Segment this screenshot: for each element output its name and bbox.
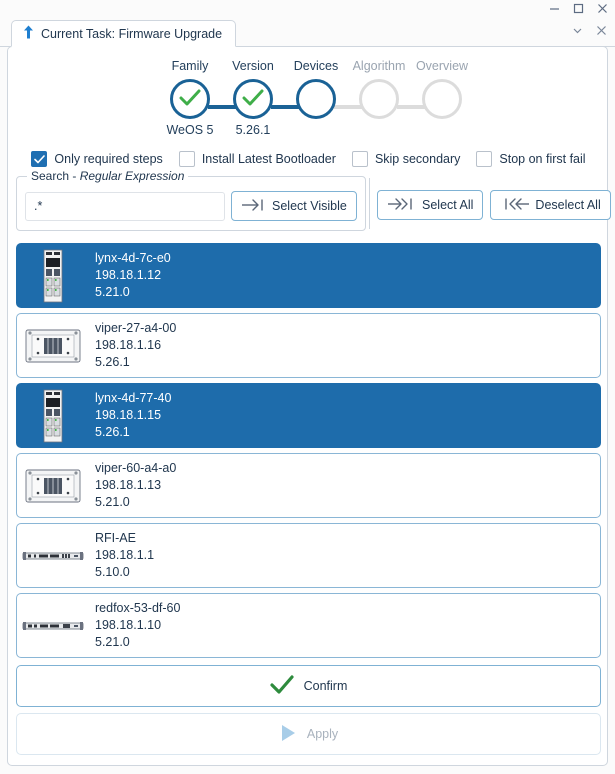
tab-current-task[interactable] [11,20,236,47]
deselect-all-button[interactable] [490,190,610,220]
device-ip: 198.18.1.16 [95,338,162,352]
confirm-label: Confirm [303,679,348,693]
device-version: 5.21.0 [95,285,130,299]
device-info [95,391,171,440]
minimize-icon[interactable] [548,2,561,15]
device-row[interactable] [16,523,601,588]
device-name: redfox-53-df-60 [95,601,181,615]
step-version-circle [233,79,273,119]
device-ip: 198.18.1.15 [95,408,162,422]
search-input[interactable] [25,192,225,221]
checkbox-only-required-steps[interactable] [31,151,162,167]
arrow-double-right-to-bar-icon [387,197,417,214]
arrow-right-to-bar-icon [241,198,267,215]
step-devices-title: Devices [293,59,339,73]
device-info [95,321,176,370]
step-devices-circle [296,79,336,119]
window-titlebar [0,0,615,22]
tab-close-icon[interactable] [595,24,608,37]
checkbox-box [31,151,47,167]
search-legend-prefix: Search - [31,169,80,183]
step-overview-title: Overview [415,59,469,73]
device-name: lynx-4d-77-40 [95,391,172,405]
task-panel [7,46,608,766]
device-thumbnail-rack-unit [17,597,89,655]
device-info [95,601,180,650]
step-algorithm-title: Algorithm [352,59,406,73]
check-icon [179,89,201,110]
device-version: 5.21.0 [95,495,130,509]
window-controls [548,2,609,15]
checkbox-install-latest-bootloader[interactable] [179,151,336,167]
device-row[interactable] [16,453,601,518]
upload-arrow-icon [23,25,34,42]
search-legend-italic: Regular Expression [79,169,185,183]
footer-actions [16,665,601,755]
device-name: lynx-4d-7c-e0 [95,251,171,265]
device-row[interactable] [16,383,601,448]
step-version-title: Version [232,59,274,73]
checkbox-skip-secondary[interactable] [352,151,460,167]
device-info [95,461,176,510]
check-icon [270,675,294,698]
play-icon [279,723,297,746]
device-version: 5.10.0 [95,565,130,579]
device-ip: 198.18.1.13 [95,478,162,492]
device-list[interactable] [16,243,601,656]
select-all-label: Select All [422,198,474,212]
device-version: 5.26.1 [95,425,130,439]
device-row[interactable] [16,243,601,308]
device-row[interactable] [16,313,601,378]
device-thumbnail-din-switch [17,247,89,305]
search-row [25,191,357,221]
step-overview-sub [394,123,490,137]
device-info [95,531,154,580]
search-group-legend [27,169,188,183]
device-name: viper-60-a4-a0 [95,461,177,475]
step-family-circle [170,79,210,119]
arrow-double-left-to-bar-icon [500,197,530,214]
options-row [8,147,609,171]
step-overview[interactable] [394,59,490,137]
select-visible-button[interactable] [231,191,357,221]
close-icon[interactable] [596,2,609,15]
tab-label: Current Task: Firmware Upgrade [41,26,223,41]
device-version: 5.26.1 [95,355,130,369]
device-thumbnail-rack-unit [17,527,89,585]
checkbox-stop-on-first-fail[interactable] [476,151,585,167]
device-ip: 198.18.1.12 [95,268,162,282]
search-groupbox [16,169,366,231]
tab-strip [0,20,615,47]
step-overview-circle [422,79,462,119]
checkbox-label: Skip secondary [374,152,461,166]
device-name: RFI-AE [95,531,136,545]
check-icon [242,89,264,110]
step-family-sub: WeOS 5 [166,123,214,137]
select-visible-label: Select Visible [272,199,347,213]
checkbox-box [476,151,492,167]
toolbar-divider [369,178,370,229]
checkbox-label: Install Latest Bootloader [201,152,336,166]
step-version-sub: 5.26.1 [235,123,271,137]
step-family-title: Family [171,59,209,73]
chevron-down-icon[interactable] [571,24,584,37]
device-info [95,251,171,300]
device-thumbnail-din-switch [17,387,89,445]
deselect-all-label: Deselect All [535,198,601,212]
confirm-button[interactable] [16,665,601,707]
device-version: 5.21.0 [95,635,130,649]
bulk-select-buttons [377,190,611,220]
checkbox-box [179,151,195,167]
device-thumbnail-panel-box [17,317,89,375]
checkbox-label: Only required steps [54,152,163,166]
apply-button[interactable] [16,713,601,755]
select-all-button[interactable] [377,190,483,220]
apply-label: Apply [306,727,339,741]
checkbox-label: Stop on first fail [499,152,586,166]
device-ip: 198.18.1.1 [95,548,155,562]
maximize-icon[interactable] [572,2,585,15]
device-thumbnail-panel-box [17,457,89,515]
device-name: viper-27-a4-00 [95,321,177,335]
checkbox-box [352,151,368,167]
tab-strip-controls [571,24,608,37]
wizard-stepper [8,59,609,141]
device-row[interactable] [16,593,601,658]
device-ip: 198.18.1.10 [95,618,162,632]
step-algorithm-circle [359,79,399,119]
